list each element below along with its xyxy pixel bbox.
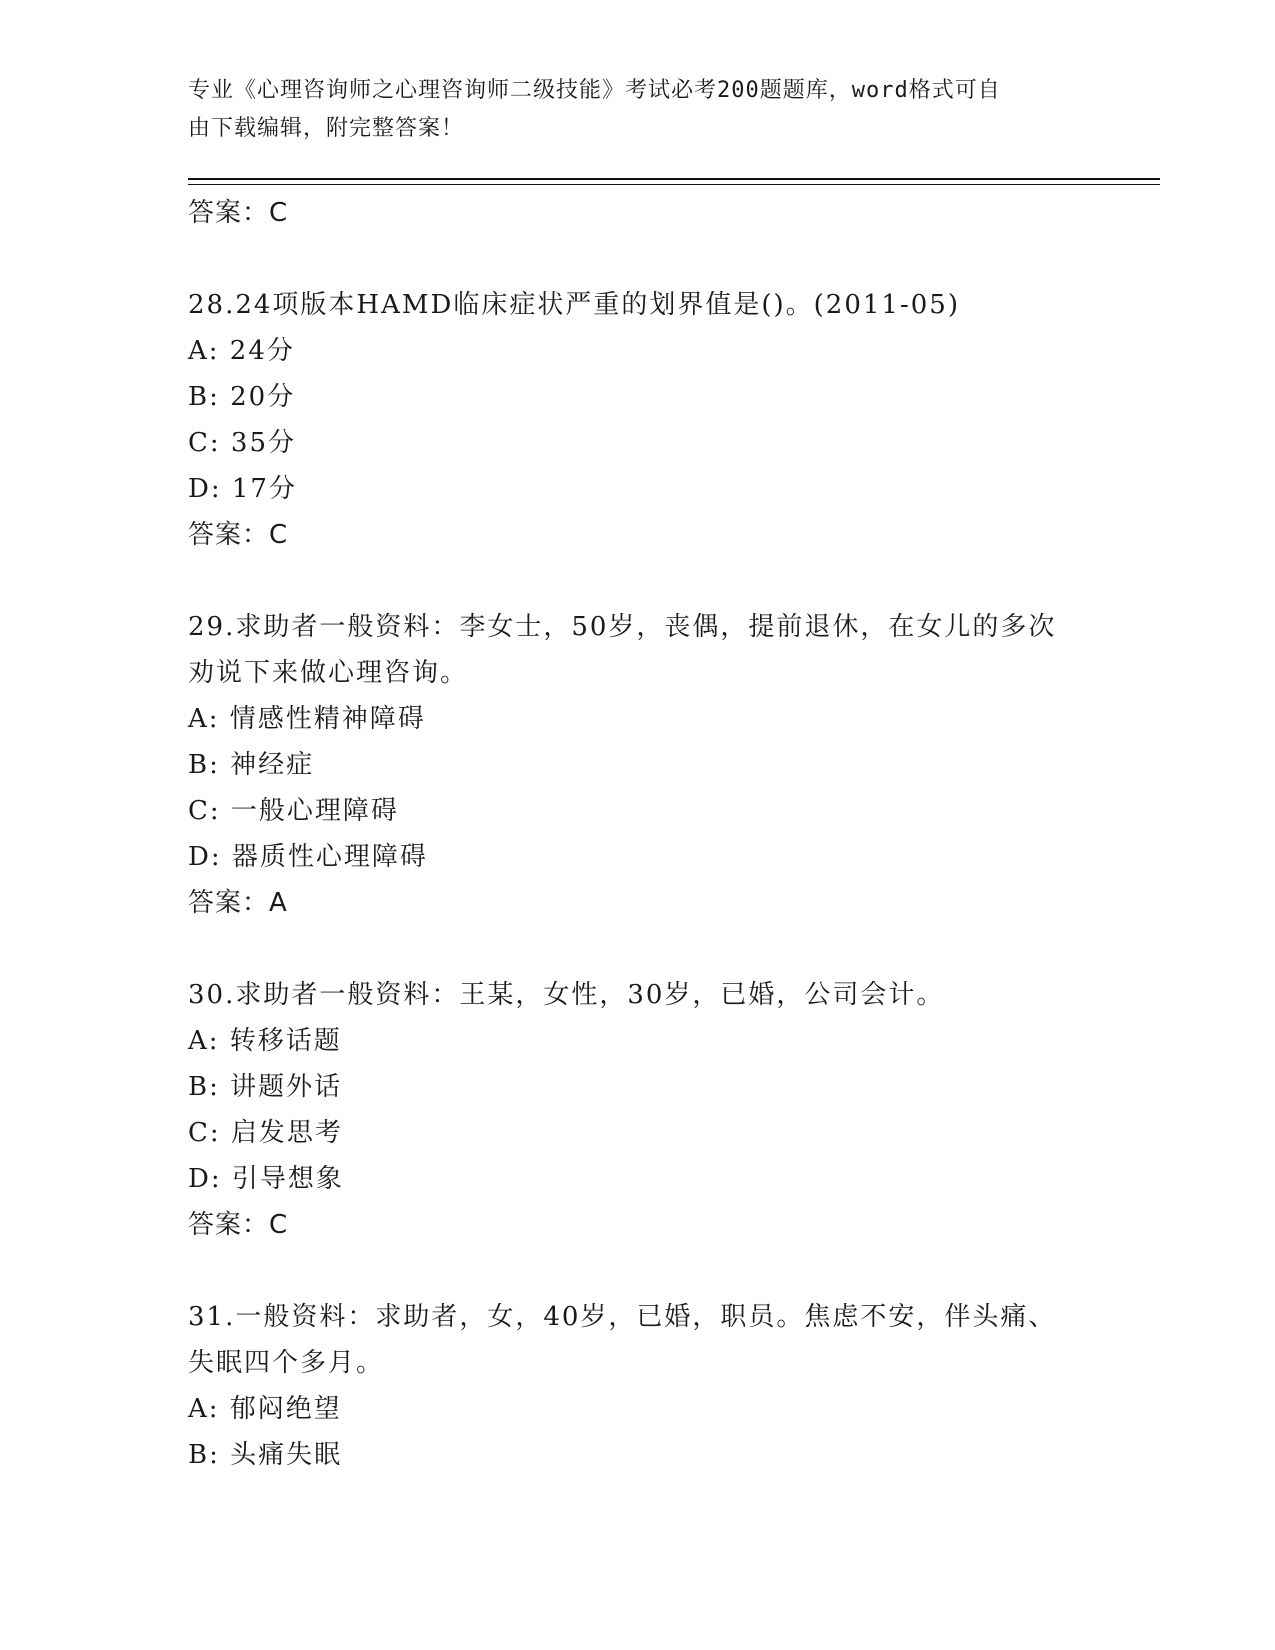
option-a: A: 情感性精神障碍 [188, 704, 426, 734]
option-b: B: 讲题外话 [188, 1072, 343, 1102]
answer-text: 答案：C [188, 1210, 289, 1240]
option-a: A: 转移话题 [188, 1026, 342, 1056]
spacer [188, 236, 1088, 282]
header-divider-thick [188, 178, 1160, 180]
question-text-continued: 劝说下来做心理咨询。 [188, 658, 469, 688]
option-b: B: 神经症 [188, 750, 315, 780]
question-text: 29.求助者一般资料：李女士，50岁，丧偶，提前退休，在女儿的多次 [188, 612, 1057, 642]
header-line-1: 专业《心理咨询师之心理咨询师二级技能》考试必考200题题库，word格式可自 [188, 78, 1001, 103]
option-d: D: 器质性心理障碍 [188, 842, 428, 872]
option-c: C: 启发思考 [188, 1118, 343, 1148]
question-text: 28.24项版本HAMD临床症状严重的划界值是()。(2011-05) [188, 290, 960, 320]
spacer [188, 926, 1088, 972]
option-b: B: 头痛失眠 [188, 1440, 343, 1470]
option-c: C: 一般心理障碍 [188, 796, 399, 826]
option-b: B: 20分 [188, 382, 296, 412]
question-block [188, 282, 1088, 558]
header-divider-thin [188, 184, 1160, 185]
document-header [188, 72, 1088, 148]
question-block [188, 972, 1088, 1248]
option-a: A: 郁闷绝望 [188, 1394, 342, 1424]
option-a: A: 24分 [188, 336, 295, 366]
option-c: C: 35分 [188, 428, 297, 458]
option-d: D: 引导想象 [188, 1164, 344, 1194]
header-line-2: 由下载编辑，附完整答案！ [188, 116, 465, 141]
question-text: 31.一般资料：求助者，女，40岁，已婚，职员。焦虑不安，伴头痛、 [188, 1302, 1057, 1332]
spacer [188, 558, 1088, 604]
answer-text: 答案：C [188, 520, 289, 550]
document-body [188, 190, 1088, 1478]
previous-answer: 答案：C [188, 198, 289, 228]
spacer [188, 1248, 1088, 1294]
question-block [188, 604, 1088, 926]
answer-text: 答案：A [188, 888, 288, 918]
question-text-continued: 失眠四个多月。 [188, 1348, 385, 1378]
question-text: 30.求助者一般资料：王某，女性，30岁，已婚，公司会计。 [188, 980, 945, 1010]
question-block [188, 1294, 1088, 1478]
option-d: D: 17分 [188, 474, 297, 504]
